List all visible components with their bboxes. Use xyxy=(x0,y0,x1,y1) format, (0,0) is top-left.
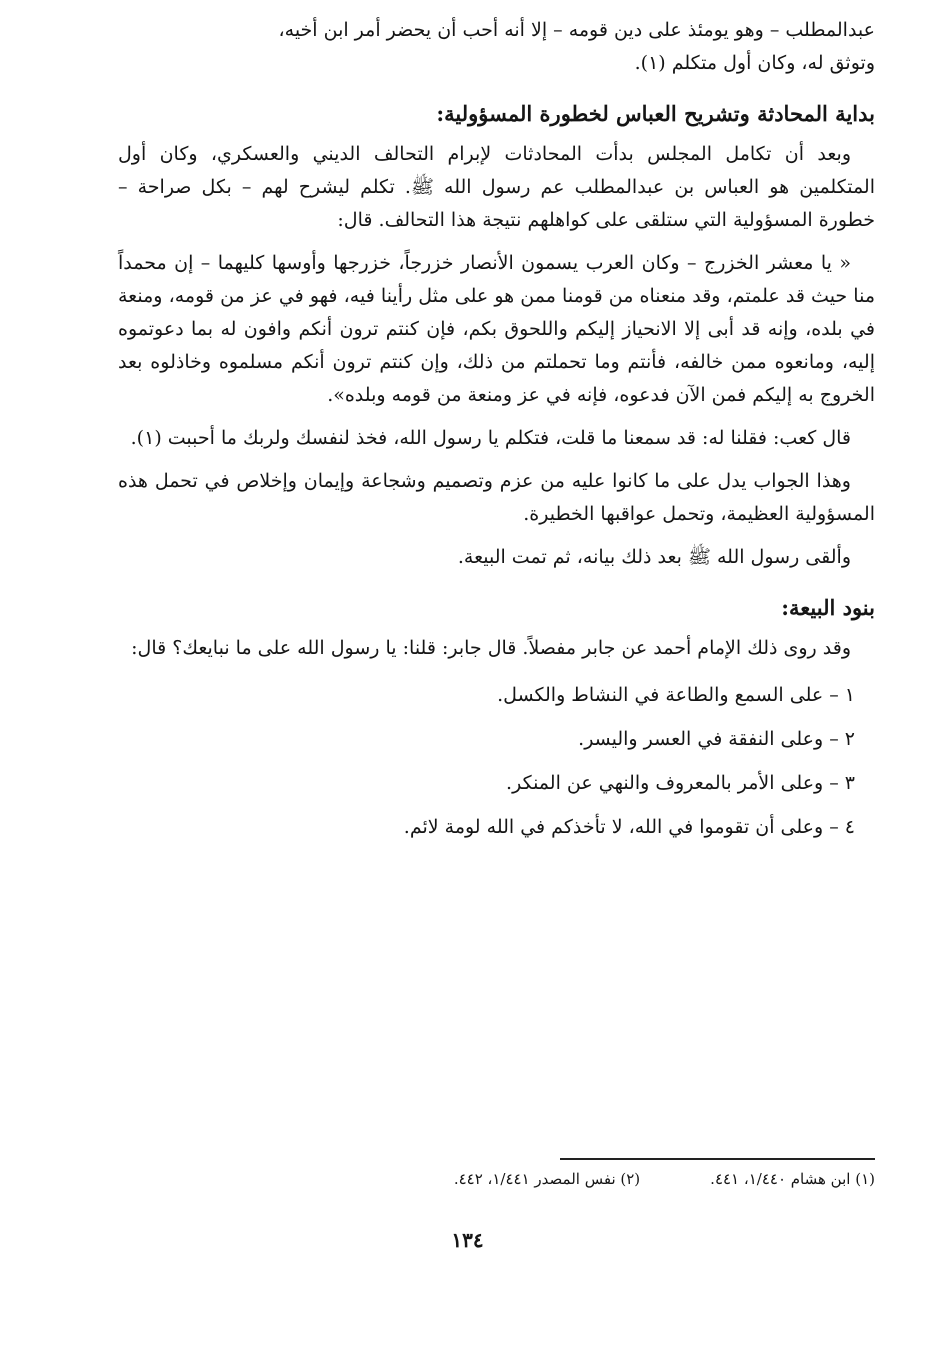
list-item: ١ – على السمع والطاعة في النشاط والكسل. xyxy=(497,684,855,706)
pledge-terms-list xyxy=(118,673,875,849)
intro-line-2: وتوثق له، وكان أول متكلم (١). xyxy=(634,52,875,74)
list-item: ٢ – وعلى النفقة في العسر واليسر. xyxy=(578,728,855,750)
paragraph-jabir-narration: وقد روى ذلك الإمام أحمد عن جابر مفصلاً. قال جابر: قلنا: يا رسول الله على ما نبايعك؟ قال: xyxy=(131,637,851,659)
paragraph-kaab-reply: قال كعب: فقلنا له: قد سمعنا ما قلت، فتكلم يا رسول الله، فخذ لنفسك ولربك ما أحببت (١). xyxy=(130,427,851,449)
paragraph-abbas-intro: وبعد أن تكامل المجلس بدأت المحادثات لإبرام التحالف الديني والعسكري، وكان أول المتكلمين هو العباس بن عبدالمطلب عم رسول الله ﷺ. تكلم ليشرح لهم – بكل صراحة – خطورة المسؤولية التي ستلقى على كواهلهم نتيجة هذا التحالف. قال: xyxy=(118,143,875,231)
section-heading-pledge-terms: بنود البيعة: xyxy=(781,595,875,620)
quote-abbas-speech: « يا معشر الخزرج – وكان العرب يسمون الأنصار خزرجاً، خزرجها وأوسها كليهما – إن محمداً منا حيث قد علمتم، وقد منعناه من قومنا ممن هو على مثل رأينا فيه، فهو في عز من قومه، ومنعة في بلده، وإنه قد أبى إلا الانحياز إليكم واللحوق بكم، فإن كنتم ترون أنكم وافون له بما دعوتموه إليه، ومانعوه ممن خالفه، فأنتم وما تحملتم من ذلك، وإن كنتم ترون أنكم مسلموه وخاذلوه بعد الخروج به إليكم فمن الآن فدعوه، فإنه في عز ومنعة من قومه وبلده». xyxy=(118,252,875,406)
section-heading-start-of-talks: بداية المحادثة وتشريح العباس لخطورة المسؤولية: xyxy=(436,101,875,126)
list-item: ٣ – وعلى الأمر بالمعروف والنهي عن المنكر. xyxy=(506,772,855,794)
intro-paragraph xyxy=(118,14,875,80)
paragraph-speech: وألقى رسول الله ﷺ بعد ذلك بيانه، ثم تمت البيعة. xyxy=(457,546,851,568)
footnote-divider xyxy=(560,1158,875,1160)
footnotes xyxy=(118,1166,875,1192)
footnote-2: (٢) نفس المصدر ١/٤٤١، ٤٤٢. xyxy=(453,1170,641,1188)
paragraph-comment: وهذا الجواب يدل على ما كانوا عليه من عزم وتصميم وشجاعة وإيمان وإخلاص في تحمل هذه المسؤولية العظيمة، وتحمل عواقبها الخطيرة. xyxy=(118,470,875,525)
page-number: ١٣٤ xyxy=(451,1228,484,1252)
list-item: ٤ – وعلى أن تقوموا في الله، لا تأخذكم في الله لومة لائم. xyxy=(403,816,855,838)
footnote-1: (١) ابن هشام ١/٤٤٠، ٤٤١. xyxy=(710,1170,875,1188)
intro-line-1: عبدالمطلب – وهو يومئذ على دين قومه – إلا أنه أحب أن يحضر أمر ابن أخيه، xyxy=(278,19,875,41)
